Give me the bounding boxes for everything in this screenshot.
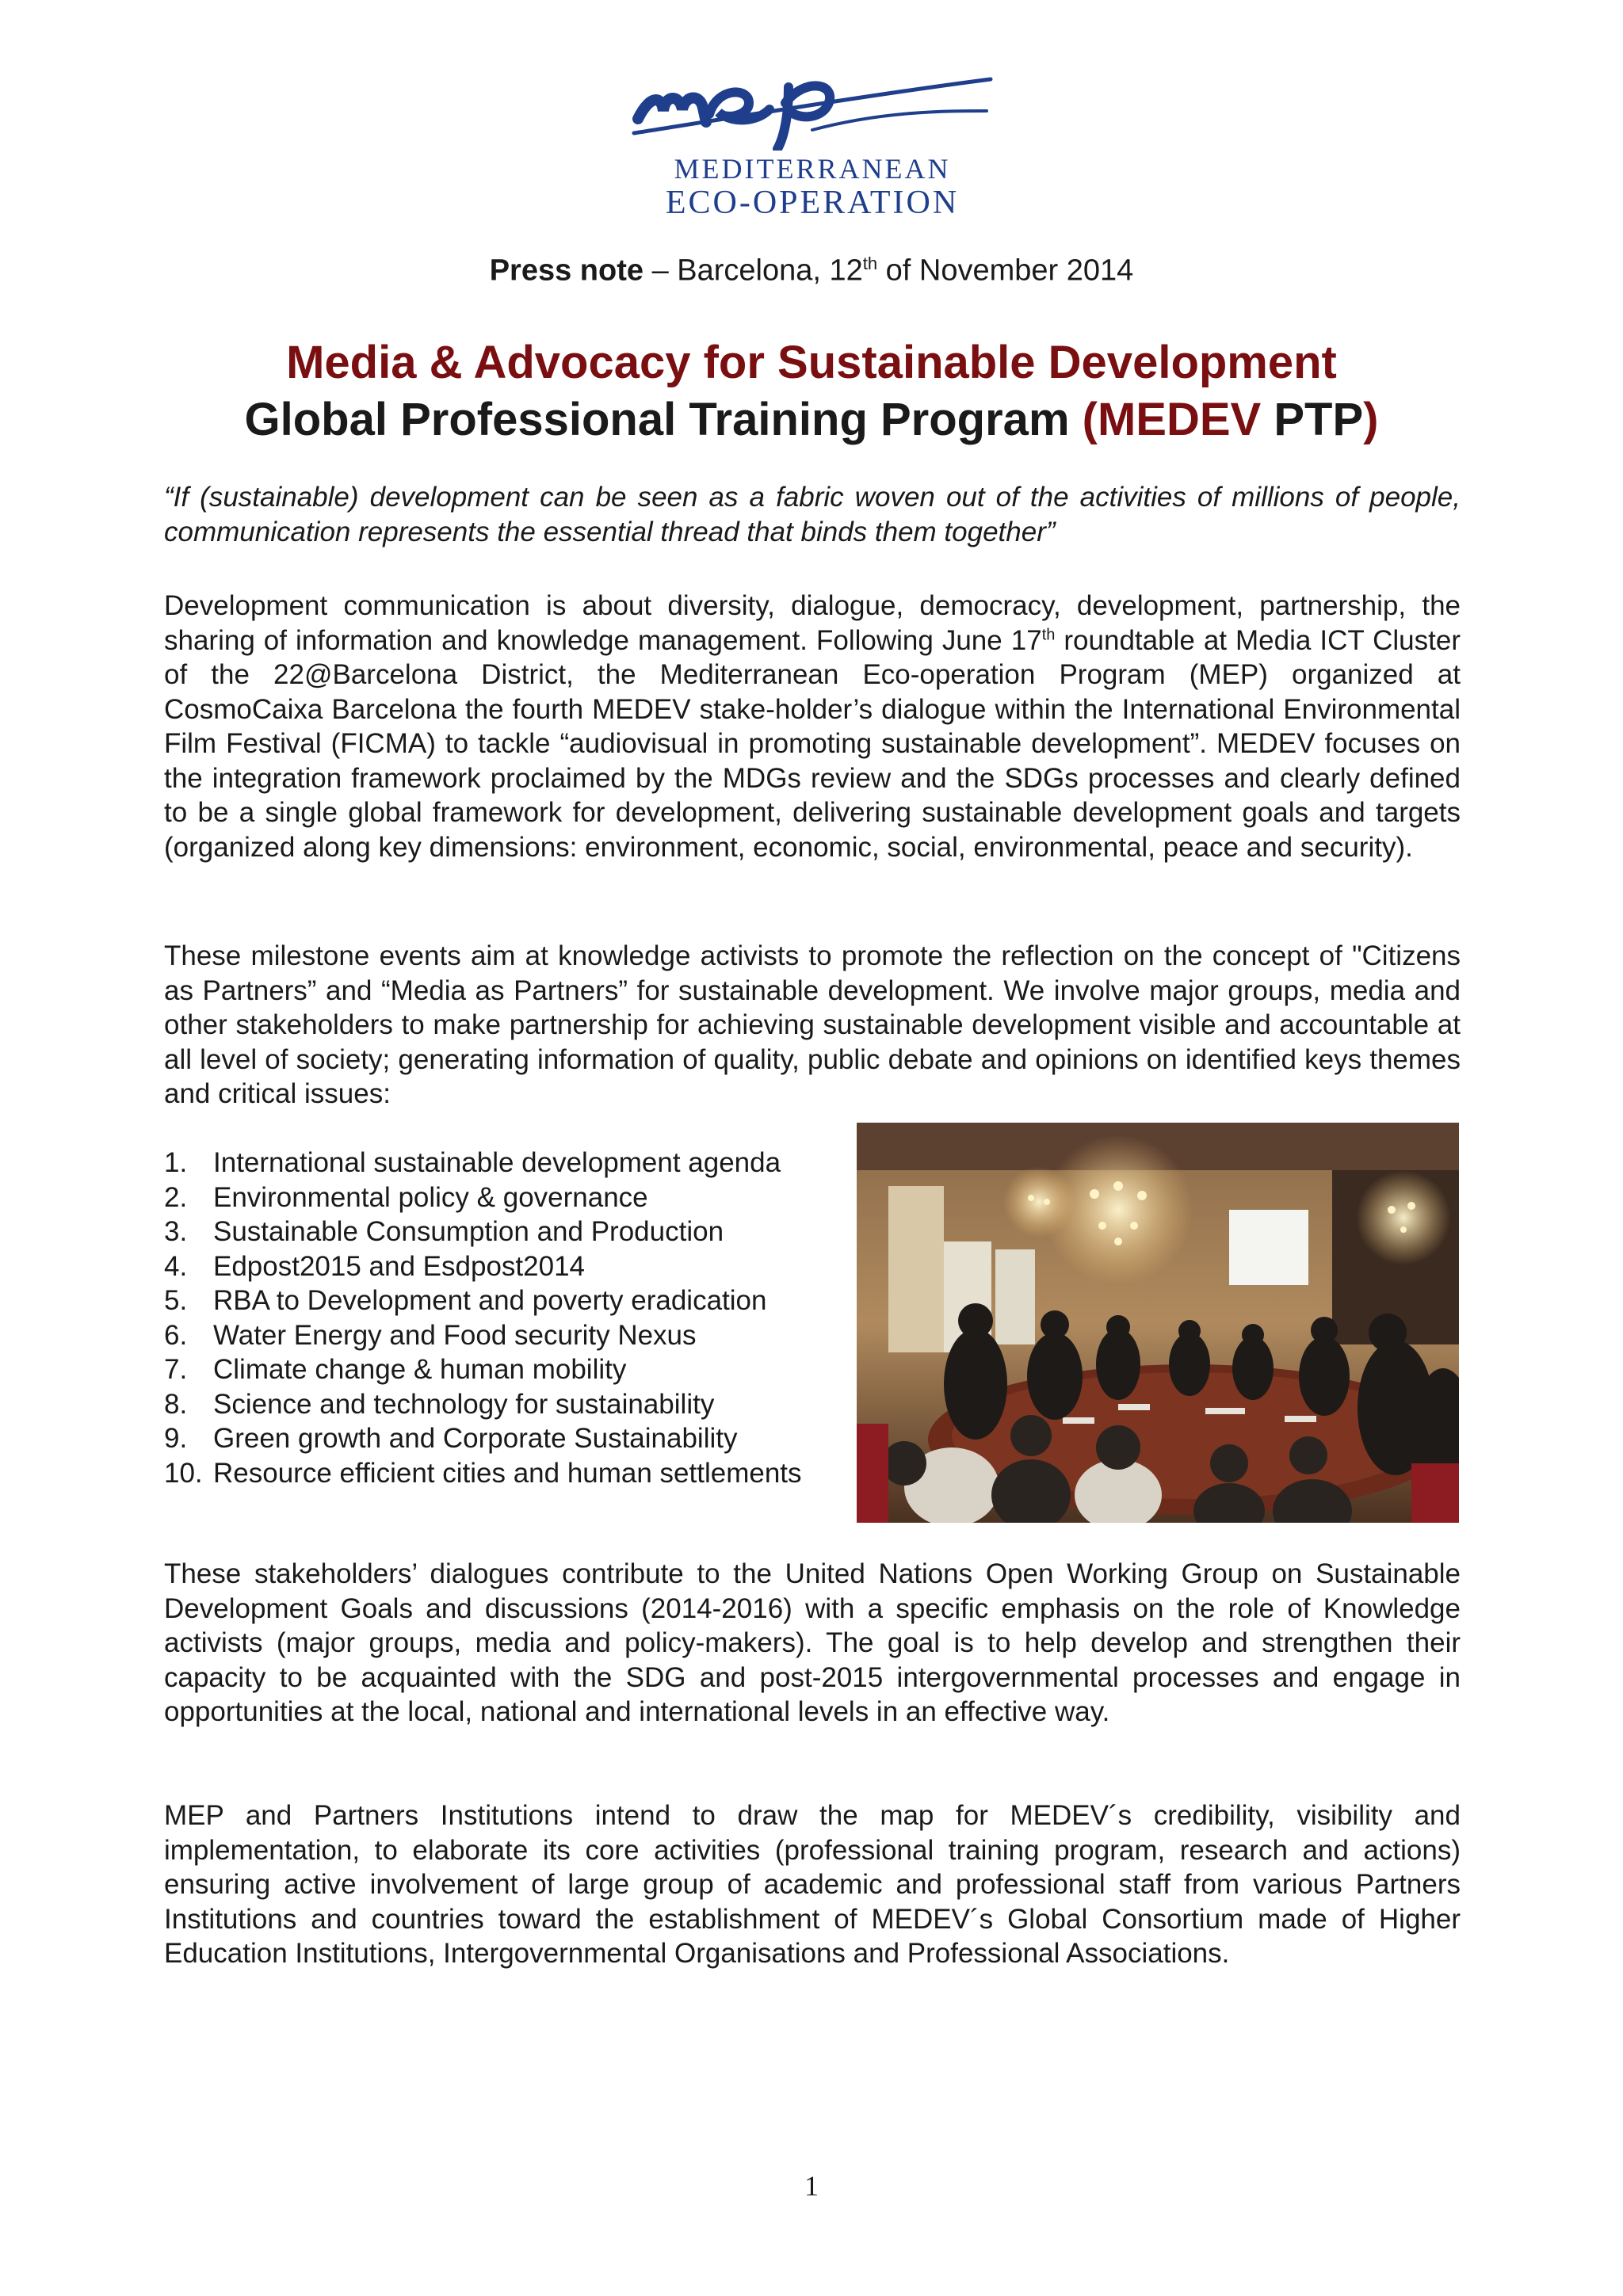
- subtitle-main: Global Professional Training Program: [244, 394, 1083, 445]
- list-item: [164, 1146, 861, 1180]
- list-item: [164, 1180, 861, 1215]
- list-item: [164, 1421, 861, 1456]
- list-item-number: 8.: [164, 1388, 188, 1420]
- main-title: Media & Advocacy for Sustainable Development: [286, 337, 1337, 388]
- page-number: 1: [804, 2170, 819, 2202]
- list-item: [164, 1215, 861, 1249]
- list-item-text: Edpost2015 and Esdpost2014: [213, 1250, 585, 1282]
- subtitle-ptp: PTP: [1274, 394, 1364, 445]
- logo-line-eco-operation: ECO-OPERATION: [665, 185, 960, 221]
- paragraph1-sup: th: [1041, 625, 1056, 643]
- subtitle-close: ): [1363, 394, 1379, 445]
- list-item-number: 5.: [164, 1285, 188, 1316]
- paragraph1-part1: Development communication is about diversity, dialogue, democracy, development, partnership, the sharing of information and knowledge management. Following June 17: [164, 590, 1461, 656]
- paragraph-partners-institutions: MEP and Partners Institutions intend to draw the map for MEDEV´s credibility, visibility and implementation, to elaborate its core activities (professional training program, research and actions) ensuring active involvement of large group of academic and professional staff from various Partners Institutions and countries toward the establishment of MEDEV´s Global Consortium made of Higher Education Institutions, Intergovernmental Organisations and Professional Associations.: [164, 1800, 1461, 1969]
- list-item-number: 6.: [164, 1319, 188, 1351]
- press-note-line: [0, 254, 1623, 288]
- list-item: [164, 1318, 861, 1353]
- roundtable-meeting-photo: [857, 1123, 1459, 1523]
- list-item-number: 10.: [164, 1457, 203, 1489]
- list-item: [164, 1249, 861, 1284]
- list-item-number: 1.: [164, 1147, 188, 1178]
- list-item: [164, 1352, 861, 1387]
- list-item-text: Resource efficient cities and human settlements: [213, 1457, 802, 1489]
- paragraph-stakeholders-dialogues: These stakeholders’ dialogues contribute to the United Nations Open Working Group on Sustainable Development Goals and discussions (2014-2016) with a specific emphasis on the role of Knowledge activists (major groups, media and policy-makers). The goal is to help develop and strengthen their capacity to be acquainted with the SDG and post-2015 intergovernmental processes and engage in opportunities at the local, national and international levels in an effective way.: [164, 1558, 1461, 1727]
- mep-wordmark-icon: [630, 63, 995, 151]
- list-item-number: 7.: [164, 1354, 188, 1385]
- list-item-text: Green growth and Corporate Sustainability: [213, 1423, 738, 1454]
- opening-quote: “If (sustainable) development can be seen as a fabric woven out of the activities of millions of people, communication represents the essential thread that binds them together”: [164, 482, 1461, 547]
- themes-list: [164, 1146, 861, 1490]
- list-item-text: International sustainable development agenda: [213, 1147, 781, 1178]
- list-item: [164, 1283, 861, 1318]
- paragraph1-part2: roundtable at Media ICT Cluster of the 22@Barcelona District, the Mediterranean Eco-operation Program (MEP) organized at CosmoCaixa Barcelona the fourth MEDEV stake-holder’s dialogue within the International Environmental Film Festival (FICMA) to tackle “audiovisual in promoting sustainable development”. MEDEV focuses on the integration framework proclaimed by the MDGs review and the SDGs processes and clearly defined to be a single global framework for development, delivering sustainable development goals and targets (organized along key dimensions: environment, economic, social, environmental, peace and security).: [164, 624, 1461, 863]
- press-note-date-sup: th: [862, 254, 878, 273]
- list-item-number: 4.: [164, 1250, 188, 1282]
- list-item-number: 9.: [164, 1423, 188, 1454]
- list-item-text: Science and technology for sustainability: [213, 1388, 715, 1420]
- list-item-text: Water Energy and Food security Nexus: [213, 1319, 697, 1351]
- list-item: [164, 1387, 861, 1422]
- press-note-date-suffix: of November 2014: [885, 254, 1134, 288]
- subtitle-medev: (MEDEV: [1082, 394, 1262, 445]
- mep-logo: [630, 63, 995, 226]
- press-note-label: Press note: [489, 254, 643, 288]
- subtitle: [0, 393, 1623, 446]
- list-item-number: 3.: [164, 1216, 188, 1247]
- list-item-text: Climate change & human mobility: [213, 1354, 627, 1385]
- list-item-number: 2.: [164, 1181, 188, 1213]
- list-item: [164, 1456, 861, 1491]
- list-item-text: Sustainable Consumption and Production: [213, 1216, 724, 1247]
- press-note-date: – Barcelona, 12: [651, 254, 863, 288]
- list-item-text: Environmental policy & governance: [213, 1181, 648, 1213]
- list-item-text: RBA to Development and poverty eradication: [213, 1285, 767, 1316]
- logo-line-mediterranean: MEDITERRANEAN: [674, 153, 951, 185]
- paragraph-milestone-events: These milestone events aim at knowledge activists to promote the reflection on the concept of "Citizens as Partners” and “Media as Partners” for sustainable development. We involve major groups, media and other stakeholders to make partnership for achieving sustainable development visible and accountable at all level of society; generating information of quality, public debate and opinions on identified keys themes and critical issues:: [164, 940, 1461, 1109]
- paragraph-development-communication: [164, 589, 1461, 864]
